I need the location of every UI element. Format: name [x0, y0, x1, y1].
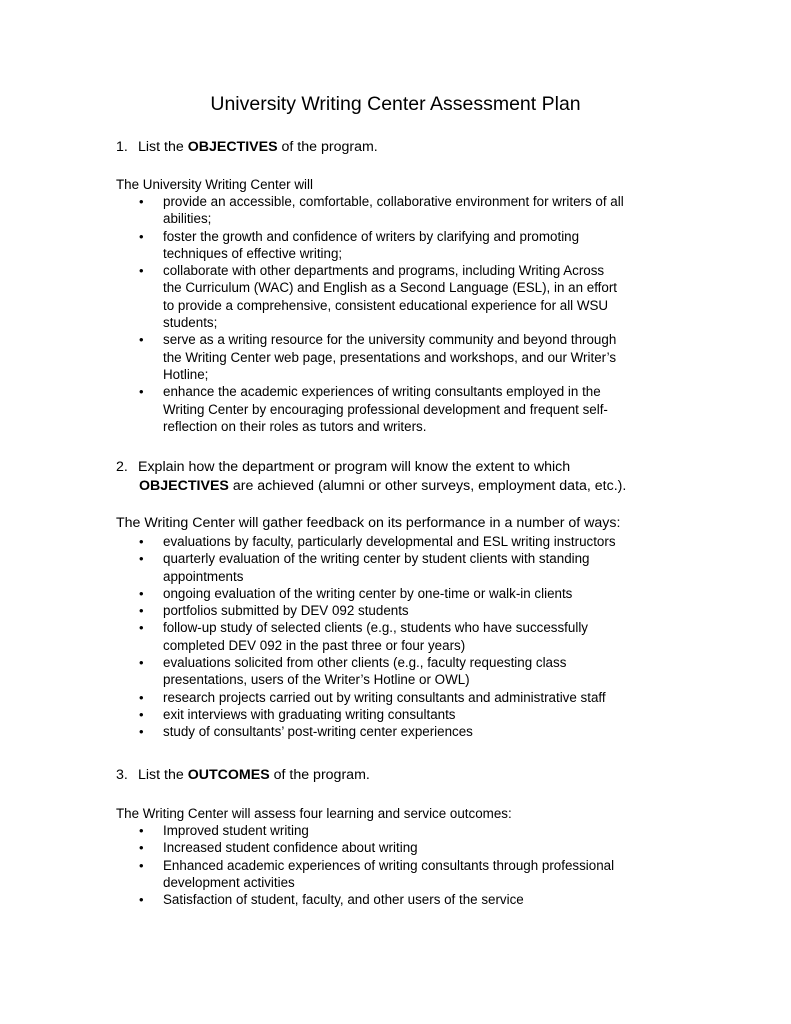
list-item: [0, 550, 683, 585]
list-item: [0, 602, 683, 619]
list-item: [0, 193, 683, 228]
section-1-heading: [116, 138, 378, 157]
list-item-text: Satisfaction of student, faculty, and other users of the service: [163, 892, 524, 908]
list-item-text: exit interviews with graduating writing consultants: [163, 706, 456, 722]
outcomes-list: [0, 822, 683, 908]
section-2-number: 2.: [116, 459, 128, 475]
list-item-text: Hotline;: [163, 366, 209, 382]
bullet-icon: •: [139, 857, 144, 873]
bullet-icon: •: [139, 655, 144, 671]
section-2-heading: [116, 458, 570, 477]
section-2-intro: The Writing Center will gather feedback on its performance in a number of ways:: [116, 515, 621, 531]
list-item: [0, 822, 683, 839]
list-item: [0, 228, 683, 263]
bullet-icon: •: [139, 534, 144, 549]
bullet-icon: •: [139, 706, 144, 722]
list-item-text: to provide a comprehensive, consistent educational experience for all WSU: [163, 297, 609, 313]
section-3-number: 3.: [116, 767, 128, 783]
list-item-text: study of consultants’ post-writing center experiences: [163, 724, 473, 740]
bullet-icon: •: [139, 689, 144, 705]
list-item-text: Writing Center by encouraging professional development and frequent self-: [163, 401, 608, 417]
list-item: [0, 839, 683, 856]
list-item: [0, 857, 683, 892]
section-3-suffix: of the program.: [269, 767, 370, 783]
list-item-text: provide an accessible, comfortable, collaborative environment for writers of all: [163, 194, 624, 209]
list-item-text: quarterly evaluation of the writing center by student clients with standing: [163, 551, 590, 567]
list-item: [0, 383, 683, 435]
section-2-keyword: OBJECTIVES: [139, 478, 229, 494]
feedback-methods-list: [0, 533, 683, 741]
list-item-text: portfolios submitted by DEV 092 students: [163, 603, 409, 619]
list-item-text: follow-up study of selected clients (e.g., students who have successfully: [163, 620, 588, 636]
list-item: [0, 891, 683, 908]
list-item-text: development activities: [163, 874, 295, 890]
list-item: [0, 331, 683, 383]
list-item: [0, 619, 683, 654]
list-item-text: Improved student writing: [163, 823, 309, 838]
section-3-heading: [116, 766, 370, 785]
bullet-icon: •: [139, 228, 144, 244]
bullet-icon: •: [139, 620, 144, 636]
bullet-icon: •: [139, 823, 144, 838]
document-title: University Writing Center Assessment Plan: [210, 93, 581, 115]
bullet-icon: •: [139, 585, 144, 601]
section-1-prefix: List the: [138, 139, 188, 155]
section-2-line-2: are achieved (alumni or other surveys, employment data, etc.).: [228, 478, 627, 494]
list-item-text: techniques of effective writing;: [163, 245, 343, 261]
bullet-icon: •: [139, 724, 144, 740]
list-item-text: enhance the academic experiences of writing consultants employed in the: [163, 384, 601, 400]
list-item-text: ongoing evaluation of the writing center by one-time or walk-in clients: [163, 585, 573, 601]
section-1-number: 1.: [116, 139, 128, 155]
section-3-prefix: List the: [138, 767, 188, 783]
section-3-keyword: OUTCOMES: [187, 767, 270, 783]
list-item: [0, 689, 683, 706]
bullet-icon: •: [139, 263, 144, 279]
section-3-intro: The Writing Center will assess four learning and service outcomes:: [116, 806, 512, 821]
list-item: [0, 585, 683, 602]
list-item-text: Enhanced academic experiences of writing consultants through professional: [163, 857, 615, 873]
list-item: [0, 654, 683, 689]
list-item-text: foster the growth and confidence of writers by clarifying and promoting: [163, 228, 580, 244]
bullet-icon: •: [139, 551, 144, 567]
section-1-suffix: of the program.: [277, 139, 378, 155]
list-item-text: the Curriculum (WAC) and English as a Second Language (ESL), in an effort: [163, 280, 618, 296]
bullet-icon: •: [139, 384, 144, 400]
list-item-text: collaborate with other departments and programs, including Writing Across: [163, 263, 605, 279]
list-item-text: the Writing Center web page, presentations and workshops, and our Writer’s: [163, 349, 617, 365]
section-2-heading-continued: [139, 477, 626, 496]
list-item-text: Increased student confidence about writing: [163, 840, 418, 856]
list-item-text: completed DEV 092 in the past three or four years): [163, 637, 466, 653]
section-1-keyword: OBJECTIVES: [187, 139, 278, 155]
bullet-icon: •: [139, 332, 144, 348]
section-1-intro: The University Writing Center will: [116, 177, 313, 192]
objectives-list: [0, 193, 683, 435]
list-item: [0, 706, 683, 723]
list-item-text: appointments: [163, 568, 244, 584]
list-item-text: evaluations by faculty, particularly developmental and ESL writing instructors: [163, 534, 616, 549]
bullet-icon: •: [139, 892, 144, 908]
list-item-text: presentations, users of the Writer’s Hotline or OWL): [163, 672, 470, 688]
list-item-text: reflection on their roles as tutors and writers.: [163, 418, 427, 434]
list-item-text: evaluations solicited from other clients (e.g., faculty requesting class: [163, 655, 567, 671]
list-item: [0, 533, 683, 550]
bullet-icon: •: [139, 194, 144, 209]
list-item-text: abilities;: [163, 211, 212, 227]
list-item-text: serve as a writing resource for the university community and beyond through: [163, 332, 617, 348]
bullet-icon: •: [139, 840, 144, 856]
list-item: [0, 723, 683, 740]
list-item-text: research projects carried out by writing consultants and administrative staff: [163, 689, 606, 705]
section-2-line-1: Explain how the department or program will know the extent to which: [138, 459, 571, 475]
bullet-icon: •: [139, 603, 144, 619]
list-item-text: students;: [163, 315, 218, 331]
list-item: [0, 262, 683, 331]
